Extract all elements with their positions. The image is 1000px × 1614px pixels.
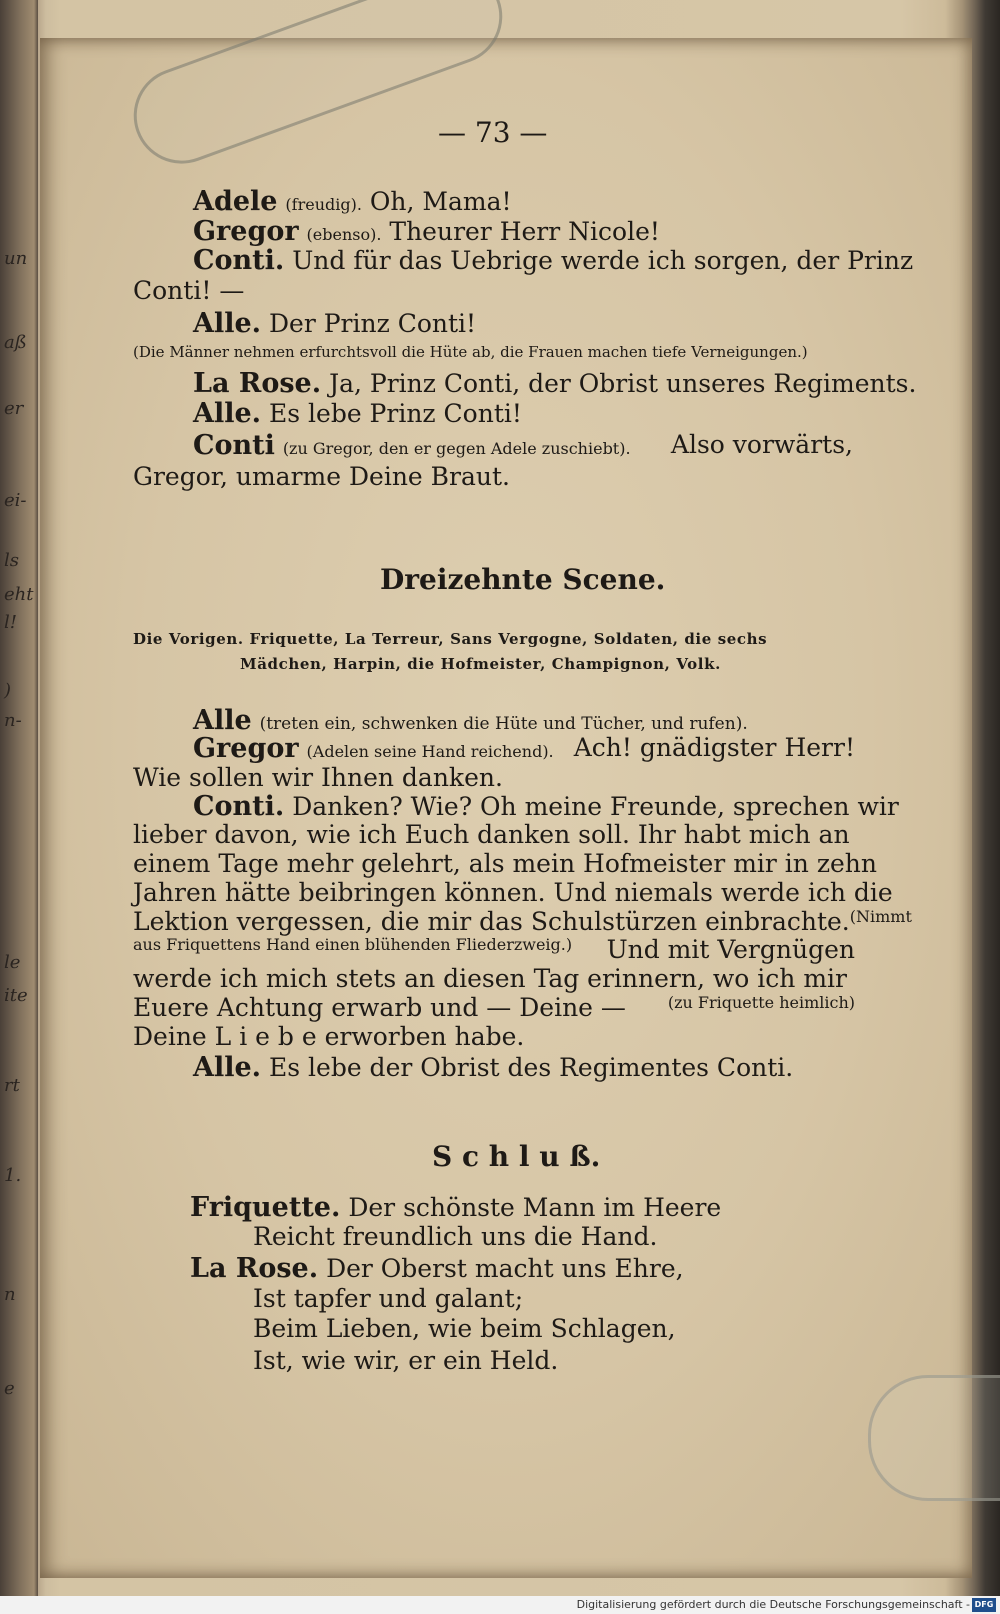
dialogue-line [133, 462, 510, 491]
dialogue-line [193, 216, 660, 247]
margin-fragment: n [4, 1284, 16, 1305]
speaker-name: Alle [193, 705, 252, 736]
margin-fragment: ) [4, 680, 12, 701]
dialogue-line [193, 791, 899, 822]
dialogue-line: Jahren hätte beibringen können. Und niemals werde ich die [133, 878, 893, 907]
margin-fragment: aß [4, 332, 27, 353]
speaker-name: Adele [193, 186, 278, 217]
margin-fragment: 1. [4, 1165, 22, 1186]
speaker-name: Conti. [193, 245, 285, 276]
speaker-name: Alle. [193, 308, 262, 339]
verse-line: Ist, wie wir, er ein Held. [253, 1346, 559, 1375]
margin-fragment: n- [4, 710, 22, 731]
line-text: Und für das Uebrige werde ich sorgen, der Prinz [292, 246, 914, 275]
footer-credit: Digitalisierung gefördert durch die Deutsche Forschungsgemeinschaft - [576, 1598, 970, 1611]
speaker-name: Gregor [193, 733, 299, 764]
dialogue-line: werde ich mich stets an diesen Tag erinnern, wo ich mir [133, 964, 847, 993]
line-text: Euere Achtung erwarb und — Deine — [133, 993, 626, 1022]
dialogue-line [193, 368, 916, 399]
line-text: Der Oberst macht uns Ehre, [326, 1254, 684, 1283]
line-text: Es lebe der Obrist des Regimentes Conti. [269, 1053, 794, 1082]
line-text: Ach! gnädigster Herr! [573, 733, 855, 762]
dialogue-line [193, 430, 853, 461]
margin-fragment: er [4, 398, 24, 419]
finale-heading: S c h l u ß. [432, 1140, 601, 1173]
margin-fragment: rt [4, 1075, 20, 1096]
verse-line [190, 1253, 684, 1284]
speaker-name: Alle. [193, 398, 262, 429]
stage-direction: (zu Gregor, den er gegen Adele zuschiebt). [282, 439, 631, 458]
margin-fragment: ite [4, 985, 28, 1006]
dialogue-line [193, 186, 512, 217]
speaker-name: Gregor [193, 216, 299, 247]
cast-list: Die Vorigen. Friquette, La Terreur, Sans Vergogne, Soldaten, die sechs [133, 630, 768, 648]
margin-fragment: l! [4, 612, 17, 633]
dialogue-line: einem Tage mehr gelehrt, als mein Hofmeister mir in zehn [133, 849, 878, 878]
stage-direction: (Nimmt [849, 907, 912, 926]
line-text: Der Prinz Conti! [269, 309, 477, 338]
dialogue-line [133, 993, 855, 1022]
stage-direction: aus Friquettens Hand einen blühenden Fliederzweig.) [133, 935, 573, 954]
stage-direction: (freudig). [285, 195, 362, 214]
speaker-name: La Rose. [193, 368, 322, 399]
dialogue-line [193, 733, 855, 764]
dialogue-line [193, 398, 522, 429]
dialogue-line [193, 245, 914, 276]
line-text: Wie sollen wir Ihnen danken. [133, 763, 503, 792]
stage-direction: (zu Friquette heimlich) [667, 993, 855, 1012]
speaker-name: Alle. [193, 1052, 262, 1083]
stage-direction: (treten ein, schwenken die Hüte und Tücher, und rufen). [259, 714, 748, 734]
dialogue-line [193, 705, 748, 736]
margin-fragment: un [4, 248, 28, 269]
margin-fragment: ls [4, 550, 19, 571]
line-text: Conti! — [133, 276, 245, 305]
dfg-logo: DFG [972, 1598, 996, 1612]
scene-heading: Dreizehnte Scene. [380, 563, 666, 596]
stage-direction: (ebenso). [306, 225, 382, 244]
margin-fragment: eht [4, 584, 34, 605]
line-text: Und mit Vergnügen [606, 935, 855, 964]
page-number: — 73 — [438, 116, 548, 149]
dialogue-line [193, 308, 476, 339]
dialogue-line [133, 907, 912, 936]
dialogue-line: Deine L i e b e erworben habe. [133, 1022, 525, 1051]
line-text: Oh, Mama! [369, 187, 512, 216]
margin-fragment: le [4, 952, 21, 973]
line-text: Es lebe Prinz Conti! [269, 399, 522, 428]
line-text: Also vorwärts, [670, 430, 853, 459]
dialogue-line: lieber davon, wie ich Euch danken soll. Ihr habt mich an [133, 820, 850, 849]
speaker-name: La Rose. [190, 1253, 319, 1284]
speaker-name: Conti. [193, 791, 285, 822]
line-text: Gregor, umarme Deine Braut. [133, 462, 510, 491]
line-text: Theurer Herr Nicole! [389, 217, 660, 246]
stage-direction-line: (Die Männer nehmen erfurchtsvoll die Hüte ab, die Frauen machen tiefe Verneigungen.) [133, 343, 808, 361]
cast-list: Mädchen, Harpin, die Hofmeister, Champignon, Volk. [240, 655, 721, 673]
line-text: Lektion vergessen, die mir das Schulstürzen einbrachte. [133, 907, 850, 936]
dialogue-line [193, 1052, 793, 1083]
verse-line: Beim Lieben, wie beim Schlagen, [253, 1314, 676, 1343]
left-page-edge [0, 0, 38, 1614]
margin-fragment: ei- [4, 490, 27, 511]
stage-direction: (Adelen seine Hand reichend). [306, 742, 554, 761]
dialogue-line [133, 935, 855, 964]
dialogue-line [133, 763, 503, 792]
verse-line [190, 1192, 721, 1223]
speaker-name: Friquette. [190, 1192, 341, 1223]
speaker-name: Conti [193, 430, 275, 461]
line-text: Der schönste Mann im Heere [348, 1193, 722, 1222]
verse-line: Ist tapfer und galant; [253, 1284, 524, 1313]
dialogue-line [133, 276, 244, 305]
line-text: Danken? Wie? Oh meine Freunde, sprechen wir [292, 792, 899, 821]
margin-fragment: e [4, 1378, 15, 1399]
line-text: Ja, Prinz Conti, der Obrist unseres Regiments. [329, 369, 917, 398]
page-clip-bottom [868, 1375, 1000, 1501]
verse-line: Reicht freundlich uns die Hand. [253, 1222, 658, 1251]
